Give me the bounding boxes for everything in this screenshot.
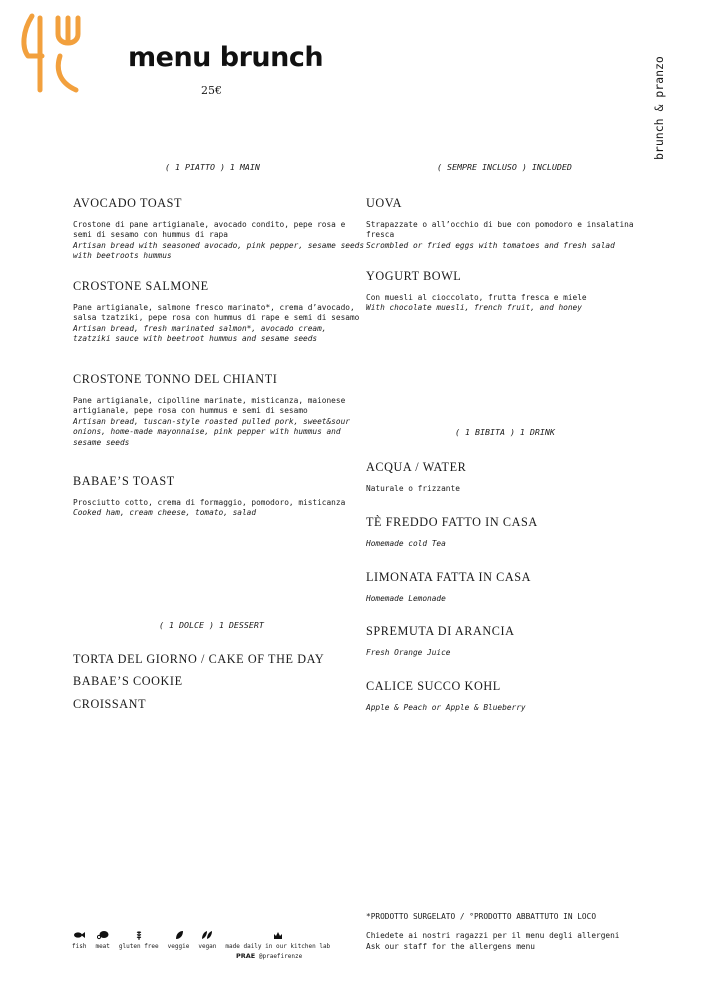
section-head-main: ( 1 PIATTO ) 1 MAIN	[165, 162, 260, 172]
allergens-note-it: Chiedete ai nostri ragazzi per il menu degli allergeni	[366, 931, 620, 941]
legend-kitchen-lab: made daily in our kitchen lab	[225, 930, 330, 950]
item-desc-it: Naturale o frizzante	[366, 484, 460, 493]
item-desc-en: Fresh Orange Juice	[366, 648, 451, 657]
wheat-icon	[133, 930, 145, 940]
side-label: brunch & pranzo	[652, 56, 666, 160]
brand-name: PRAE	[236, 952, 256, 960]
item-desc-en: Scrombled or fried eggs with tomatoes and fresh salad	[366, 240, 615, 250]
item-desc-it: Con muesli al cioccolato, frutta fresca e miele	[366, 293, 587, 302]
menu-price: 25€	[201, 84, 222, 97]
diet-legend	[72, 930, 330, 950]
item-desc-en: Homemade Lemonade	[366, 594, 446, 603]
drink-item	[366, 460, 658, 494]
brand-handle	[236, 952, 302, 960]
drink-item	[366, 624, 658, 658]
item-name: LIMONATA FATTA IN CASA	[366, 570, 532, 584]
item-name: YOGURT BOWL	[366, 269, 462, 283]
frozen-note: *PRODOTTO SURGELATO / °PRODOTTO ABBATTUTO IN LOCO	[366, 912, 597, 921]
item-desc-en: Artisan bread with seasoned avocado, pink pepper, sesame seeds with beetroots hummus	[73, 240, 365, 261]
item-name: CROSTONE SALMONE	[73, 279, 209, 293]
drink-item	[366, 570, 658, 604]
legend-veggie: veggie	[168, 930, 190, 950]
menu-item	[73, 279, 365, 345]
item-name: BABAE’S TOAST	[73, 474, 175, 488]
item-name: UOVA	[366, 196, 403, 210]
item-name: ACQUA / WATER	[366, 460, 467, 474]
dessert-item: CROISSANT	[73, 697, 147, 711]
fish-icon	[73, 930, 85, 940]
footnotes	[366, 912, 619, 952]
drink-item	[366, 515, 658, 549]
double-leaf-icon	[201, 930, 213, 940]
item-desc-it: Crostone di pane artigianale, avocado condito, pepe rosa e semi di sesamo con hummus di rapa	[73, 220, 346, 240]
allergens-note-en: Ask our staff for the allergens menu	[366, 941, 535, 951]
item-desc-en: With chocolate muesli, french fruit, and honey	[366, 303, 582, 313]
section-head-included: ( SEMPRE INCLUSO ) INCLUDED	[437, 162, 572, 172]
leaf-icon	[173, 930, 185, 940]
item-name: CALICE SUCCO KOHL	[366, 679, 501, 693]
legend-gluten-free: gluten free	[119, 930, 159, 950]
menu-item	[366, 269, 666, 314]
item-name: AVOCADO TOAST	[73, 196, 183, 210]
restaurant-logo	[18, 12, 88, 94]
item-desc-it: Prosciutto cotto, crema di formaggio, pomodoro, misticanza	[73, 498, 346, 507]
dessert-item: BABAE’S COOKIE	[73, 674, 183, 688]
item-desc-en: Artisan bread, fresh marinated salmon*, avocado cream, tzatziki sauce with beetroot hummus and sesame seeds	[73, 323, 327, 344]
social-handle: @praefirenze	[258, 953, 303, 960]
menu-item	[73, 196, 365, 262]
item-desc-it: Strapazzate o all’occhio di bue con pomodoro e insalatina fresca	[366, 220, 634, 240]
item-name: TÈ FREDDO FATTO IN CASA	[366, 515, 538, 529]
drink-item	[366, 679, 658, 713]
item-desc-en: Homemade cold Tea	[366, 539, 446, 548]
item-desc-en: Cooked ham, cream cheese, tomato, salad	[73, 508, 257, 518]
legend-meat: meat	[95, 930, 109, 950]
item-name: SPREMUTA DI ARANCIA	[366, 624, 515, 638]
item-desc-en: Artisan bread, tuscan-style roasted pulled pork, sweet&sour onions, home-made mayonnaise, pink pepper with hummus and sesame seeds	[73, 416, 350, 447]
crown-icon	[272, 930, 284, 940]
item-desc-en: Apple & Peach or Apple & Blueberry	[366, 703, 526, 712]
legend-vegan: vegan	[198, 930, 216, 950]
menu-item	[73, 372, 365, 448]
dessert-item: TORTA DEL GIORNO / CAKE OF THE DAY	[73, 652, 325, 666]
menu-item	[73, 474, 365, 519]
section-head-drink: ( 1 BIBITA ) 1 DRINK	[455, 427, 555, 437]
item-desc-it: Pane artigianale, salmone fresco marinato*, crema d’avocado, salsa tzatziki, pepe rosa con hummus di rape e semi di sesamo	[73, 303, 360, 323]
section-head-dessert: ( 1 DOLCE ) 1 DESSERT	[159, 620, 264, 630]
item-desc-it: Pane artigianale, cipolline marinate, misticanza, maionese artigianale, pepe rosa con hummus e semi di sesamo	[73, 396, 346, 416]
legend-fish: fish	[72, 930, 86, 950]
menu-item	[366, 196, 666, 251]
item-name: CROSTONE TONNO DEL CHIANTI	[73, 372, 278, 386]
menu-title: menu brunch	[128, 42, 324, 73]
meat-icon	[97, 930, 109, 940]
